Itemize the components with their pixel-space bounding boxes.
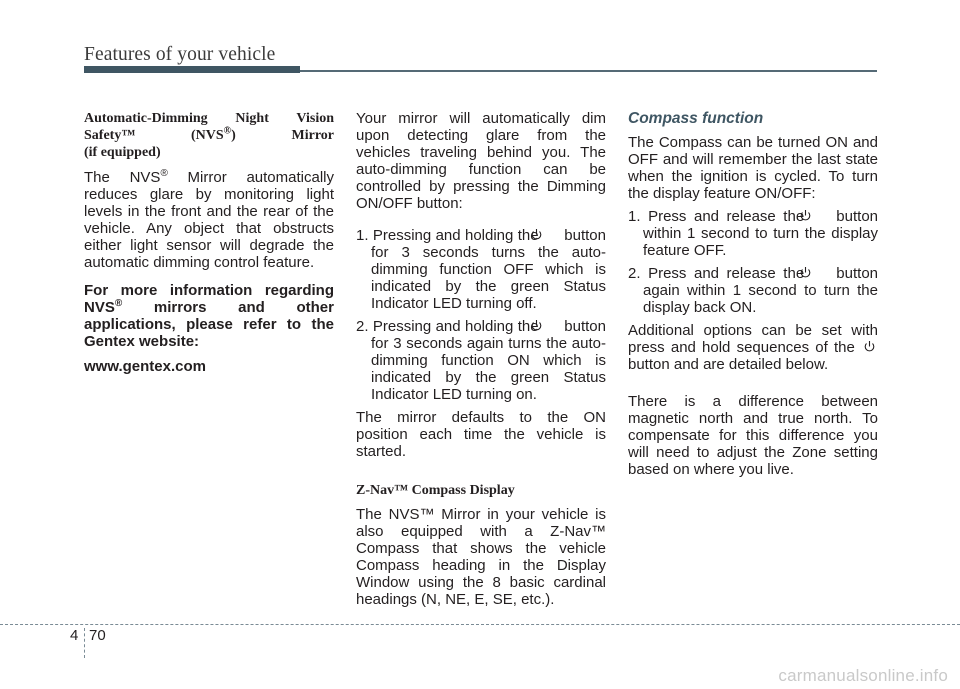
registered-mark: ® [160,168,168,179]
section-heading-nvs-mirror-line2 [84,127,334,144]
list-item [356,227,606,312]
heading-if-equipped: (if equipped) [84,145,161,160]
paragraph-mirror-default: The mirror defaults to the ON position each time the vehicle is started. [356,409,606,460]
footer-divider [84,628,85,658]
text-span: Press and release the [648,265,805,282]
paragraph-additional-options [628,322,878,373]
list-item [628,265,878,316]
text-span: The NVS [84,169,161,186]
power-icon [543,319,560,332]
paragraph-nvs-intro [84,169,334,271]
heading-line: Automatic-Dimming Night Vision [84,111,334,126]
heading-line: Safety™ [84,128,136,143]
text-span: Additional options can be set with press and hold sequences of the [628,322,878,356]
paragraph-znav: The NVS™ Mirror in your vehicle is also equipped with a Z-Nav™ Compass that shows the vehicle Compass heading in the Display Window using the 8 basic cardinal headings (N, NE, E, SE, etc.). [356,506,606,608]
gentex-url[interactable]: www.gentex.com [84,358,206,375]
column-left [84,110,334,375]
text-span: button and are detailed below. [628,356,829,373]
registered-mark: ® [223,125,232,137]
section-heading-nvs-mirror [84,110,334,127]
text-span: mirrors and other applications, please refer to the Gentex website: [84,299,334,350]
power-icon [861,340,878,353]
page-section-number: 4 [70,627,79,644]
section-heading-znav: Z-Nav™ Compass Display [356,483,515,498]
text-span: Pressing and holding the [372,227,539,244]
text-span: button for 3 seconds turns the auto-dimming function OFF which is indicated by the green Status Indicator LED turning off. [371,227,606,312]
list-item [356,318,606,403]
text-span: button within 1 second to turn the display feature OFF. [643,208,879,259]
page-header-title: Features of your vehicle [84,44,276,65]
power-icon [812,209,829,222]
watermark-text: carmanualsonline.info [778,666,948,685]
footer-rule [0,624,960,625]
list-number: 1. [356,227,369,244]
power-icon [812,266,829,279]
heading-line: Mirror [291,128,334,143]
list-number: 2. [356,318,369,335]
heading-paren: ) [231,128,236,143]
paragraph-magnetic-north: There is a difference between magnetic north and true north. To compensate for this difference you will need to adjust the Zone setting based on where you live. [628,393,878,478]
text-span: Pressing and holding the [372,318,539,335]
paragraph-compass-intro: The Compass can be turned ON and OFF and will remember the last state when the ignition is cycled. To turn the display feature ON/OFF: [628,134,878,202]
list-number: 1. [628,208,641,225]
paragraph-more-info [84,282,334,350]
section-heading-compass-function: Compass function [628,110,764,127]
header-rule [300,70,877,72]
heading-nvs-text: (NVS [191,128,224,143]
list-item [628,208,878,259]
text-span: button again within 1 second to turn the display back ON. [643,265,879,316]
text-span: button for 3 seconds again turns the auto-dimming function ON which is indicated by the green Status Indicator LED turning on. [371,318,606,403]
column-middle [356,110,606,608]
page-number: 70 [89,627,106,644]
header-accent-bar [84,66,300,73]
heading-nvs [191,125,236,143]
list-number: 2. [628,265,641,282]
text-span: Mirror automatically reduces glare by monitoring light levels in the front and the rear of the vehicle. Any object that obstructs either light sensor will degrade the automatic dimming control feature. [84,169,334,271]
text-span: For more information regarding NVS [84,282,334,316]
power-icon [543,228,560,241]
column-right [628,110,878,478]
registered-mark: ® [114,298,123,309]
text-span: Press and release the [648,208,805,225]
paragraph-mirror-dim: Your mirror will automatically dim upon detecting glare from the vehicles traveling behind you. The auto-dimming function can be controlled by pressing the Dimming ON/OFF button: [356,110,606,212]
